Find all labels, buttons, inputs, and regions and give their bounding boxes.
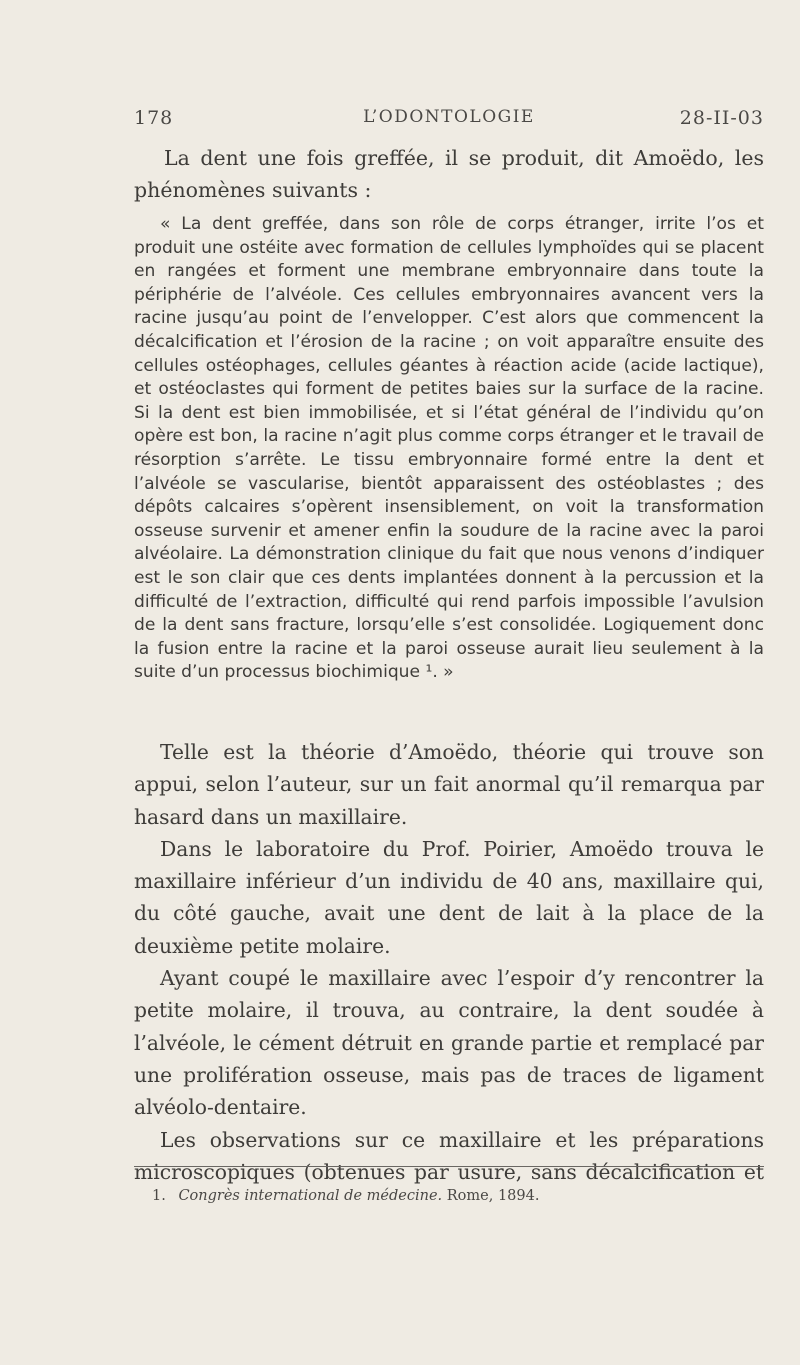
body-paragraph: Dans le laboratoire du Prof. Poirier, Amoëdo trouva le maxillaire inférieur d’un individu de 40 ans, maxillaire qui, du côté gauche, avait une dent de lait à la place de la deuxième petite molaire. xyxy=(134,836,764,958)
footnote xyxy=(152,1186,752,1206)
footnote-place-year: Rome, 1894. xyxy=(446,1188,540,1204)
footnote-divider xyxy=(134,1166,764,1167)
body-text xyxy=(134,736,764,1188)
footnote-source: Congrès international de médecine. xyxy=(178,1188,443,1204)
body-paragraph: Ayant coupé le maxillaire avec l’espoir d’y rencontrer la petite molaire, il trouva, au contraire, la dent soudée à l’alvéole, le cément détruit en grande partie et remplacé par une prolifération osseuse, mais pas de traces de ligament alvéolo-dentaire. xyxy=(134,966,764,1120)
body-paragraph: Telle est la théorie d’Amoëdo, théorie qui trouve son appui, selon l’auteur, sur un fait anormal qu’il remarqua par hasard dans un maxillaire. xyxy=(134,740,764,829)
lead-paragraph: La dent une fois greffée, il se produit, dit Amoëdo, les phénomènes suivants : xyxy=(134,146,764,202)
page-number: 178 xyxy=(134,107,174,129)
lead-text xyxy=(134,142,764,206)
page-header xyxy=(134,107,764,137)
body-paragraph: Les observations sur ce maxillaire et les préparations microscopiques (obtenues par usure, sans décalcification et xyxy=(134,1127,764,1184)
issue-date: 28-II-03 xyxy=(679,107,764,129)
quotation-block xyxy=(134,213,764,685)
quote-paragraph: « La dent greffée, dans son rôle de corps étranger, irrite l’os et produit une ostéite avec formation de cellules lymphoïdes qui se placent en rangées et forment une membrane embryonnaire dans toute la périphérie de l’alvéole. Ces cellules embryonnaires avancent vers la racine jusqu’au point de l’envelopper. C’est alors que commencent la décalcification et l’érosion de la racine ; on voit apparaître ensuite des cellules ostéophages, cellules géantes à réaction acide (acide lactique), et ostéoclastes qui forment de petites baies sur la surface de la racine. Si la dent est bien immobilisée, et si l’état général de l’individu qu’on opère est bon, la racine n’agit plus comme corps étranger et le travail de résorption s’arrête. Le tissu embryonnaire formé entre la dent et l’alvéole se vascularise, bientôt apparaissent des ostéoblastes ; des dépôts calcaires s’opèrent insensiblement, on voit la transformation osseuse survenir et amener enfin la soudure de la racine avec la paroi alvéolaire. La démonstration clinique du fait que nous venons d’indiquer est le son clair que ces dents implantées donnent à la percussion et la difficulté de l’extraction, difficulté qui rend parfois impossible l’avulsion de la dent sans fracture, lorsqu’elle s’est consolidée. Logiquement donc la fusion entre la racine et la paroi osseuse aurait lieu seulement à la suite d’un processus biochimique ¹. » xyxy=(134,214,764,683)
footnote-number: 1. xyxy=(152,1188,166,1204)
running-title: L’ODONTOLOGIE xyxy=(363,107,535,127)
